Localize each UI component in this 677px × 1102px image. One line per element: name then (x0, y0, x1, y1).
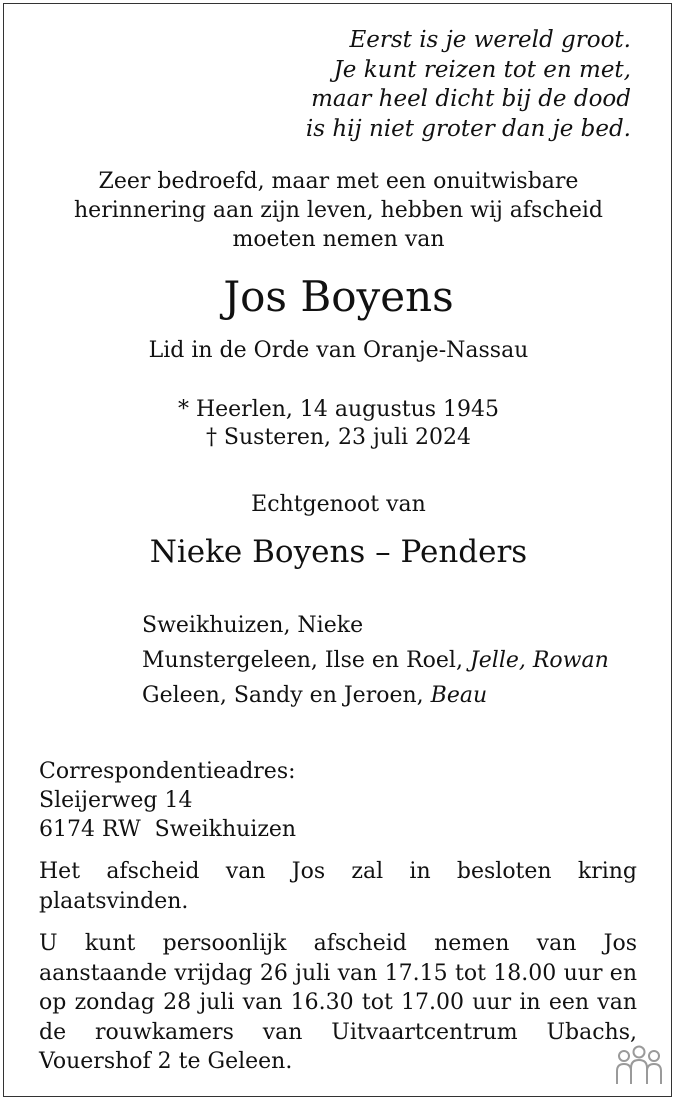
spouse-label: Echtgenoot van (251, 492, 426, 517)
grandchildren-names: Jelle, Rowan (469, 648, 609, 673)
honor-text: Lid in de Orde van Oranje-Nassau (148, 338, 529, 363)
life-dates (4, 396, 673, 452)
visitation-paragraph: U kunt persoonlijk afscheid nemen van Jos aanstaande vrijdag 26 juli van 17.15 tot 18.00 uur en op zondag 28 juli van 16.30 tot 17.00 uur in een van de rouwkamers van Uitvaartcentrum Ubachs, Vouershof 2 te Geleen. (39, 931, 637, 1074)
family-row (142, 678, 609, 713)
intro-line: herinnering aan zijn leven, hebben wij afscheid (74, 198, 603, 223)
birth-line: * Heerlen, 14 augustus 1945 (177, 397, 500, 422)
family-text: Sweikhuizen, Nieke (142, 613, 364, 638)
deceased-name: Jos Boyens (223, 272, 454, 321)
correspondence-address (39, 757, 296, 844)
address-street: Sleijerweg 14 (39, 788, 193, 813)
poem-line: Eerst is je wereld groot. (349, 27, 631, 53)
family-row (142, 608, 609, 643)
correspondence-label: Correspondentieadres: (39, 759, 296, 784)
poem-line: is hij niet groter dan je bed. (305, 115, 631, 142)
obituary-card (3, 3, 672, 1097)
family-row (142, 643, 609, 678)
poem-line: Je kunt reizen tot en met, (333, 56, 631, 83)
intro-line: moeten nemen van (232, 227, 445, 252)
address-city: 6174 RW Sweikhuizen (39, 817, 297, 842)
spouse-name: Nieke Boyens – Penders (149, 534, 528, 570)
family-list (142, 608, 609, 713)
poem (306, 26, 631, 144)
death-line: † Susteren, 23 juli 2024 (205, 425, 472, 450)
intro-text (4, 167, 673, 254)
grandchildren-names: Beau (430, 683, 488, 708)
intro-line: Zeer bedroefd, maar met een onuitwisbare (98, 169, 579, 194)
farewell-paragraph: Het afscheid van Jos zal in besloten kring plaatsvinden. (39, 859, 637, 914)
family-text: Geleen, Sandy en Jeroen, (142, 683, 431, 708)
poem-line: maar heel dicht bij de dood (311, 86, 631, 112)
family-icon (615, 1044, 663, 1086)
family-text: Munstergeleen, Ilse en Roel, (142, 648, 470, 673)
